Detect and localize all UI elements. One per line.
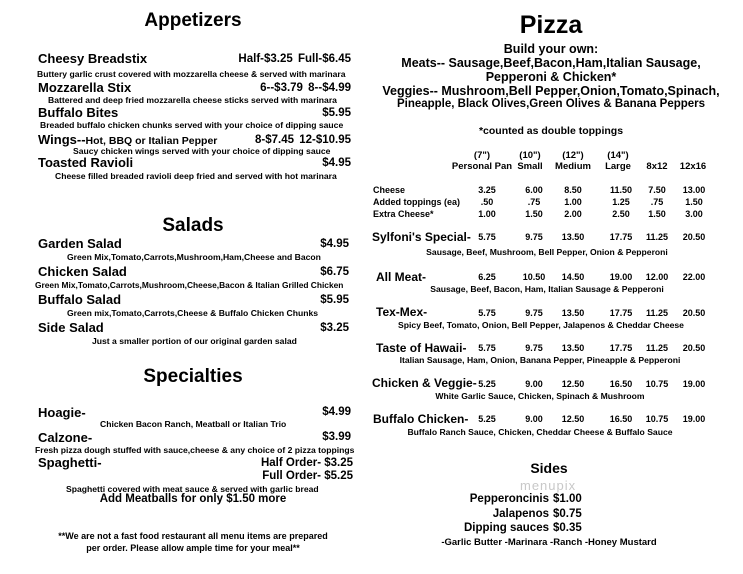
appetizer-price: $5.95 xyxy=(322,107,351,119)
appetizers-title: Appetizers xyxy=(144,10,242,31)
basic-price-cell: 13.00 xyxy=(682,185,706,195)
special-pizza-desc: Spicy Beef, Tomato, Onion, Bell Pepper, Jalapenos & Cheddar Cheese xyxy=(398,320,684,330)
watermark: menupix xyxy=(520,478,577,493)
basic-price-cell: .75 xyxy=(527,197,541,207)
appetizer-name: Wings-- xyxy=(38,132,86,147)
special-price-cell: 5.25 xyxy=(478,379,496,389)
special-price-cell: 10.50 xyxy=(522,272,546,282)
appetizer-desc: Breaded buffalo chicken chunks served with your choice of dipping sauce xyxy=(40,120,344,130)
special-pizza-desc: Italian Sausage, Ham, Onion, Banana Pepper, Pineapple & Pepperoni xyxy=(399,355,681,365)
spaghetti-desc: Spaghetti covered with meat sauce & served with garlic bread xyxy=(66,484,319,494)
special-price-cell: 9.75 xyxy=(525,308,543,318)
special-price-cell: 9.00 xyxy=(525,379,543,389)
special-price-cell: 16.50 xyxy=(609,379,633,389)
calzone-name: Calzone- xyxy=(38,430,93,445)
hoagie-desc: Chicken Bacon Ranch, Meatball or Italian Trio xyxy=(100,419,287,429)
special-price-cell: 9.75 xyxy=(525,232,543,242)
special-price-cell: 13.50 xyxy=(561,232,585,242)
special-price-cell: 5.75 xyxy=(478,308,496,318)
special-price-cell: 12.50 xyxy=(561,379,585,389)
appetizer-price: Half-$3.25 Full-$6.45 xyxy=(238,53,351,65)
special-price-cell: 17.75 xyxy=(609,308,633,318)
side-name: Jalapenos xyxy=(492,508,549,520)
special-price-cell: 14.50 xyxy=(561,272,585,282)
special-price-cell: 19.00 xyxy=(682,414,706,424)
special-price-cell: 13.50 xyxy=(561,308,585,318)
special-pizza-desc: Sausage, Beef, Mushroom, Bell Pepper, Onion & Pepperoni xyxy=(426,247,668,257)
special-pizza-name: Sylfoni's Special- xyxy=(372,230,471,244)
special-price-cell: 5.75 xyxy=(478,232,496,242)
appetizer-desc: Buttery garlic crust covered with mozzarella cheese & served with marinara xyxy=(37,69,346,79)
salad-name: Side Salad xyxy=(38,320,104,335)
basic-price-cell: 1.25 xyxy=(612,197,630,207)
veggies-line-2: Pineapple, Black Olives,Green Olives & Banana Peppers xyxy=(396,98,706,110)
sides-title: Sides xyxy=(530,460,568,476)
salad-price: $4.95 xyxy=(320,238,349,250)
appetizer-name: Toasted Ravioli xyxy=(38,155,134,170)
meats-line-2: Pepperoni & Chicken* xyxy=(485,70,617,84)
appetizer-desc: Cheese filled breaded ravioli deep fried and served with hot marinara xyxy=(55,171,337,181)
special-price-cell: 11.25 xyxy=(645,343,669,353)
basic-price-cell: .50 xyxy=(480,197,494,207)
spaghetti-full-price: Full Order- $5.25 xyxy=(262,470,353,482)
appetizer-name: Mozzarella Stix xyxy=(38,80,132,95)
salad-price: $5.95 xyxy=(320,294,349,306)
salad-desc: Just a smaller portion of our original garden salad xyxy=(92,336,297,346)
special-price-cell: 11.25 xyxy=(645,308,669,318)
basic-price-cell: 1.50 xyxy=(525,209,543,219)
size-header: 12x16 xyxy=(679,161,707,172)
special-price-cell: 9.00 xyxy=(525,414,543,424)
footnote-line-2: per order. Please allow ample time for your meal** xyxy=(86,543,300,553)
salad-price: $6.75 xyxy=(320,266,349,278)
special-pizza-name: Tex-Mex- xyxy=(376,305,428,319)
basic-price-cell: .75 xyxy=(650,197,664,207)
special-price-cell: 12.00 xyxy=(645,272,669,282)
build-your-own: Build your own: xyxy=(503,42,599,56)
special-price-cell: 5.25 xyxy=(478,414,496,424)
pizza-title: Pizza xyxy=(519,11,583,39)
footnote-line-1: **We are not a fast food restaurant all menu items are prepared xyxy=(58,531,328,541)
basic-price-cell: 3.00 xyxy=(685,209,703,219)
basic-price-cell: 6.00 xyxy=(525,185,543,195)
basic-price-cell: 1.00 xyxy=(564,197,582,207)
basic-price-cell: 8.50 xyxy=(564,185,582,195)
size-header: (10") Small xyxy=(517,150,543,172)
basic-price-cell: 11.50 xyxy=(609,185,633,195)
appetizer-price: 6--$3.79 8--$4.99 xyxy=(260,82,351,94)
salad-price: $3.25 xyxy=(320,322,349,334)
special-price-cell: 10.75 xyxy=(645,414,669,424)
basic-price-cell: 2.00 xyxy=(564,209,582,219)
salad-name: Garden Salad xyxy=(38,236,122,251)
special-price-cell: 12.50 xyxy=(561,414,585,424)
basic-price-cell: 7.50 xyxy=(648,185,666,195)
special-price-cell: 19.00 xyxy=(682,379,706,389)
special-pizza-name: Buffalo Chicken- xyxy=(373,412,469,426)
basic-label: Extra Cheese* xyxy=(373,209,434,219)
basic-price-cell: 3.25 xyxy=(478,185,496,195)
special-pizza-name: All Meat- xyxy=(376,270,427,284)
size-header: (7") Personal Pan xyxy=(451,150,513,172)
salad-desc: Green Mix,Tomato,Carrots,Mushroom,Cheese,Bacon & Italian Grilled Chicken xyxy=(35,280,344,290)
basic-price-cell: 1.50 xyxy=(685,197,703,207)
special-price-cell: 20.50 xyxy=(682,308,706,318)
basic-label: Cheese xyxy=(373,185,406,195)
size-header: (12") Medium xyxy=(555,150,591,172)
basic-price-cell: 2.50 xyxy=(612,209,630,219)
special-price-cell: 16.50 xyxy=(609,414,633,424)
appetizer-desc: Battered and deep fried mozzarella cheese sticks served with marinara xyxy=(48,95,337,105)
specialties-title: Specialties xyxy=(143,366,243,387)
basic-price-cell: 1.00 xyxy=(478,209,496,219)
appetizer-price: $4.95 xyxy=(322,157,351,169)
calzone-price: $3.99 xyxy=(322,431,351,443)
appetizer-desc: Saucy chicken wings served with your choice of dipping sauce xyxy=(73,146,331,156)
meatballs-addon: Add Meatballs for only $1.50 more xyxy=(99,493,287,505)
special-pizza-desc: Buffalo Ranch Sauce, Chicken, Cheddar Cheese & Buffalo Sauce xyxy=(407,427,673,437)
double-topping-note: *counted as double toppings xyxy=(478,125,624,137)
appetizer-price: 8-$7.45 12-$10.95 xyxy=(255,134,351,146)
salad-name: Chicken Salad xyxy=(38,264,127,279)
special-price-cell: 22.00 xyxy=(682,272,706,282)
special-price-cell: 17.75 xyxy=(609,232,633,242)
side-name: Dipping sauces xyxy=(464,522,549,534)
special-pizza-name: Chicken & Veggie- xyxy=(372,376,477,390)
special-price-cell: 19.00 xyxy=(609,272,633,282)
hoagie-price: $4.99 xyxy=(322,406,351,418)
appetizer-name: Cheesy Breadstix xyxy=(38,51,148,66)
special-price-cell: 20.50 xyxy=(682,232,706,242)
salad-desc: Green Mix,Tomato,Carrots,Mushroom,Ham,Cheese and Bacon xyxy=(67,252,321,262)
side-price: $0.75 xyxy=(553,508,582,520)
special-pizza-desc: White Garlic Sauce, Chicken, Spinach & Mushroom xyxy=(435,391,645,401)
spaghetti-name: Spaghetti- xyxy=(38,455,102,470)
salads-title: Salads xyxy=(162,215,224,236)
meats-line-1: Meats-- Sausage,Beef,Bacon,Ham,Italian Sausage, xyxy=(401,56,701,70)
salad-desc: Green mix,Tomato,Carrots,Cheese & Buffalo Chicken Chunks xyxy=(67,308,319,318)
calzone-desc: Fresh pizza dough stuffed with sauce,cheese & any choice of 2 pizza toppings xyxy=(35,445,355,455)
side-price: $0.35 xyxy=(553,522,582,534)
size-header: (14") Large xyxy=(605,150,631,172)
dipping-sauce-options: -Garlic Butter -Marinara -Ranch -Honey Mustard xyxy=(441,537,657,548)
appetizer-name: Buffalo Bites xyxy=(38,105,119,120)
wings-flavors: Hot, BBQ or Italian Pepper xyxy=(85,135,218,147)
special-pizza-name: Taste of Hawaii- xyxy=(376,341,467,355)
special-price-cell: 20.50 xyxy=(682,343,706,353)
special-price-cell: 11.25 xyxy=(645,232,669,242)
special-price-cell: 13.50 xyxy=(561,343,585,353)
basic-label: Added toppings (ea) xyxy=(373,197,460,207)
special-price-cell: 9.75 xyxy=(525,343,543,353)
spaghetti-half-price: Half Order- $3.25 xyxy=(260,457,353,469)
hoagie-name: Hoagie- xyxy=(38,405,86,420)
special-price-cell: 6.25 xyxy=(478,272,496,282)
special-price-cell: 5.75 xyxy=(478,343,496,353)
veggies-line-1: Veggies-- Mushroom,Bell Pepper,Onion,Tomato,Spinach, xyxy=(382,84,720,98)
size-header: 8x12 xyxy=(646,161,668,172)
salad-name: Buffalo Salad xyxy=(38,292,122,307)
special-price-cell: 17.75 xyxy=(609,343,633,353)
side-name: Pepperoncinis xyxy=(469,493,549,505)
special-pizza-desc: Sausage, Beef, Bacon, Ham, Italian Sausage & Pepperoni xyxy=(430,284,664,294)
basic-price-cell: 1.50 xyxy=(648,209,666,219)
special-price-cell: 10.75 xyxy=(645,379,669,389)
side-price: $1.00 xyxy=(553,493,582,505)
